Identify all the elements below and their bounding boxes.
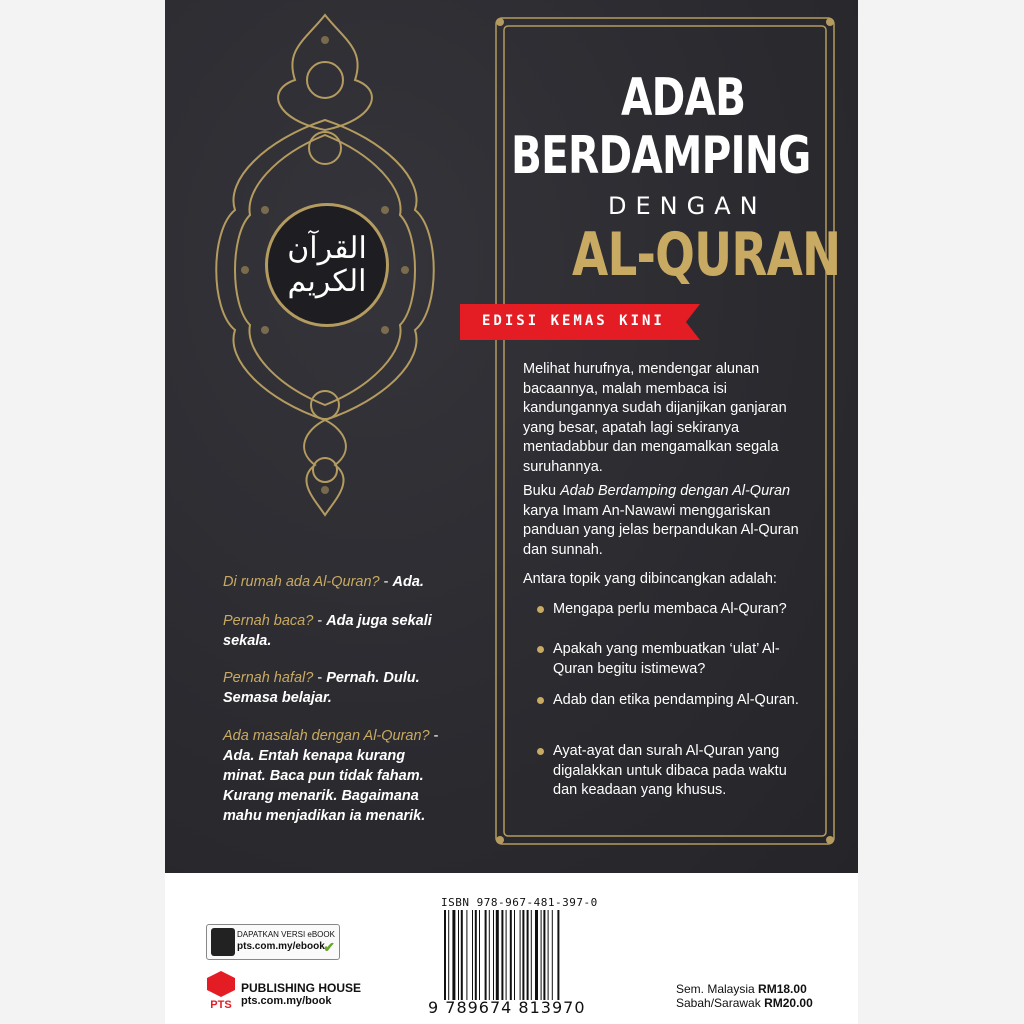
barcode-digits: 9 789674 813970 [428, 998, 586, 1017]
topic-text: Ayat-ayat dan surah Al-Quran yang digalakkan untuk dibaca pada waktu dan keadaan yang khusus. [553, 743, 787, 798]
publisher-url[interactable]: pts.com.my/book [241, 995, 332, 1007]
title-line-3: DENGAN [608, 192, 767, 220]
title-line-2: BERDAMPING [511, 126, 811, 186]
qa-question: Di rumah ada Al-Quran? [223, 574, 380, 590]
topic-item [523, 691, 813, 711]
price-region: Sem. Malaysia [676, 982, 755, 996]
bullet-dot-icon [537, 697, 544, 704]
ribbon-label: EDISI KEMAS KINI [482, 313, 665, 329]
publisher-logo-text: PTS [210, 999, 232, 1011]
topics-intro: Antara topik yang dibincangkan adalah: [523, 571, 777, 587]
topic-item [523, 742, 813, 801]
barcode-icon [444, 910, 594, 1000]
qa-item: Di rumah ada Al-Quran? - Ada. [223, 574, 424, 590]
qa-item: Pernah baca? - Ada juga sekali sekala. [223, 613, 432, 649]
topic-text: Adab dan etika pendamping Al-Quran. [553, 692, 799, 708]
qa-answer: Ada. Entah kenapa kurang minat. Baca pun tidak faham. Kurang menarik. Bagaimana mahu menjadikan ia menarik. [223, 748, 426, 824]
download-check-icon: ✔ [323, 939, 335, 955]
qa-question: Pernah baca? [223, 613, 314, 629]
book-title-italic: Adab Berdamping dengan Al-Quran [560, 483, 791, 499]
qa-question: Pernah hafal? [223, 670, 314, 686]
edition-ribbon [460, 304, 686, 340]
topic-item [523, 640, 813, 679]
publisher-name: PUBLISHING HOUSE [241, 981, 362, 995]
description-paragraph-1: Melihat hurufnya, mendengar alunan bacaannya, malah membaca isi kandungannya sudah dijanjikan ganjaran yang besar, apatah lagi sekiranya mentadabbur dan mengamalkan segala suruhannya. [523, 361, 787, 475]
publisher-logo [206, 970, 236, 1012]
description-paragraph-2 [523, 482, 813, 560]
price-value: RM20.00 [764, 996, 813, 1010]
qa-item: Ada masalah dengan Al-Quran? - Ada. Entah kenapa kurang minat. Baca pun tidak faham. Kurang menarik. Bagaimana mahu menjadikan ia menarik. [223, 728, 439, 824]
topic-item [523, 600, 813, 620]
isbn-label: ISBN 978-967-481-397-0 [441, 896, 598, 909]
price-row [676, 996, 813, 1010]
ebook-url: pts.com.my/ebook [237, 941, 325, 952]
qa-item: Pernah hafal? - Pernah. Dulu. Semasa belajar. [223, 670, 420, 706]
price-row [676, 982, 807, 996]
bullet-dot-icon [537, 748, 544, 755]
title-line-4: AL-QURAN [572, 220, 841, 290]
qa-answer: Ada juga sekali sekala. [223, 613, 432, 649]
price-region: Sabah/Sarawak [676, 996, 761, 1010]
price-value: RM18.00 [758, 982, 807, 996]
p2-suffix: karya Imam An-Nawawi menggariskan panduan yang jelas berpandukan Al-Quran dan sunnah. [523, 502, 799, 558]
tablet-icon [211, 928, 235, 956]
topic-text: Mengapa perlu membaca Al-Quran? [553, 601, 787, 617]
quran-calligraphy: القرآن الكريم [265, 203, 389, 327]
qa-answer: Pernah. Dulu. Semasa belajar. [223, 670, 420, 706]
p2-prefix: Buku [523, 483, 561, 499]
bullet-dot-icon [537, 606, 544, 613]
title-line-1: ADAB [621, 68, 746, 128]
bullet-dot-icon [537, 646, 544, 653]
ebook-badge[interactable] [206, 924, 340, 960]
qa-answer: Ada. [392, 574, 424, 590]
qa-question: Ada masalah dengan Al-Quran? [223, 728, 430, 744]
topic-text: Apakah yang membuatkan ‘ulat’ Al-Quran begitu istimewa? [553, 641, 780, 677]
ebook-label: DAPATKAN VERSI eBOOK [237, 930, 335, 939]
